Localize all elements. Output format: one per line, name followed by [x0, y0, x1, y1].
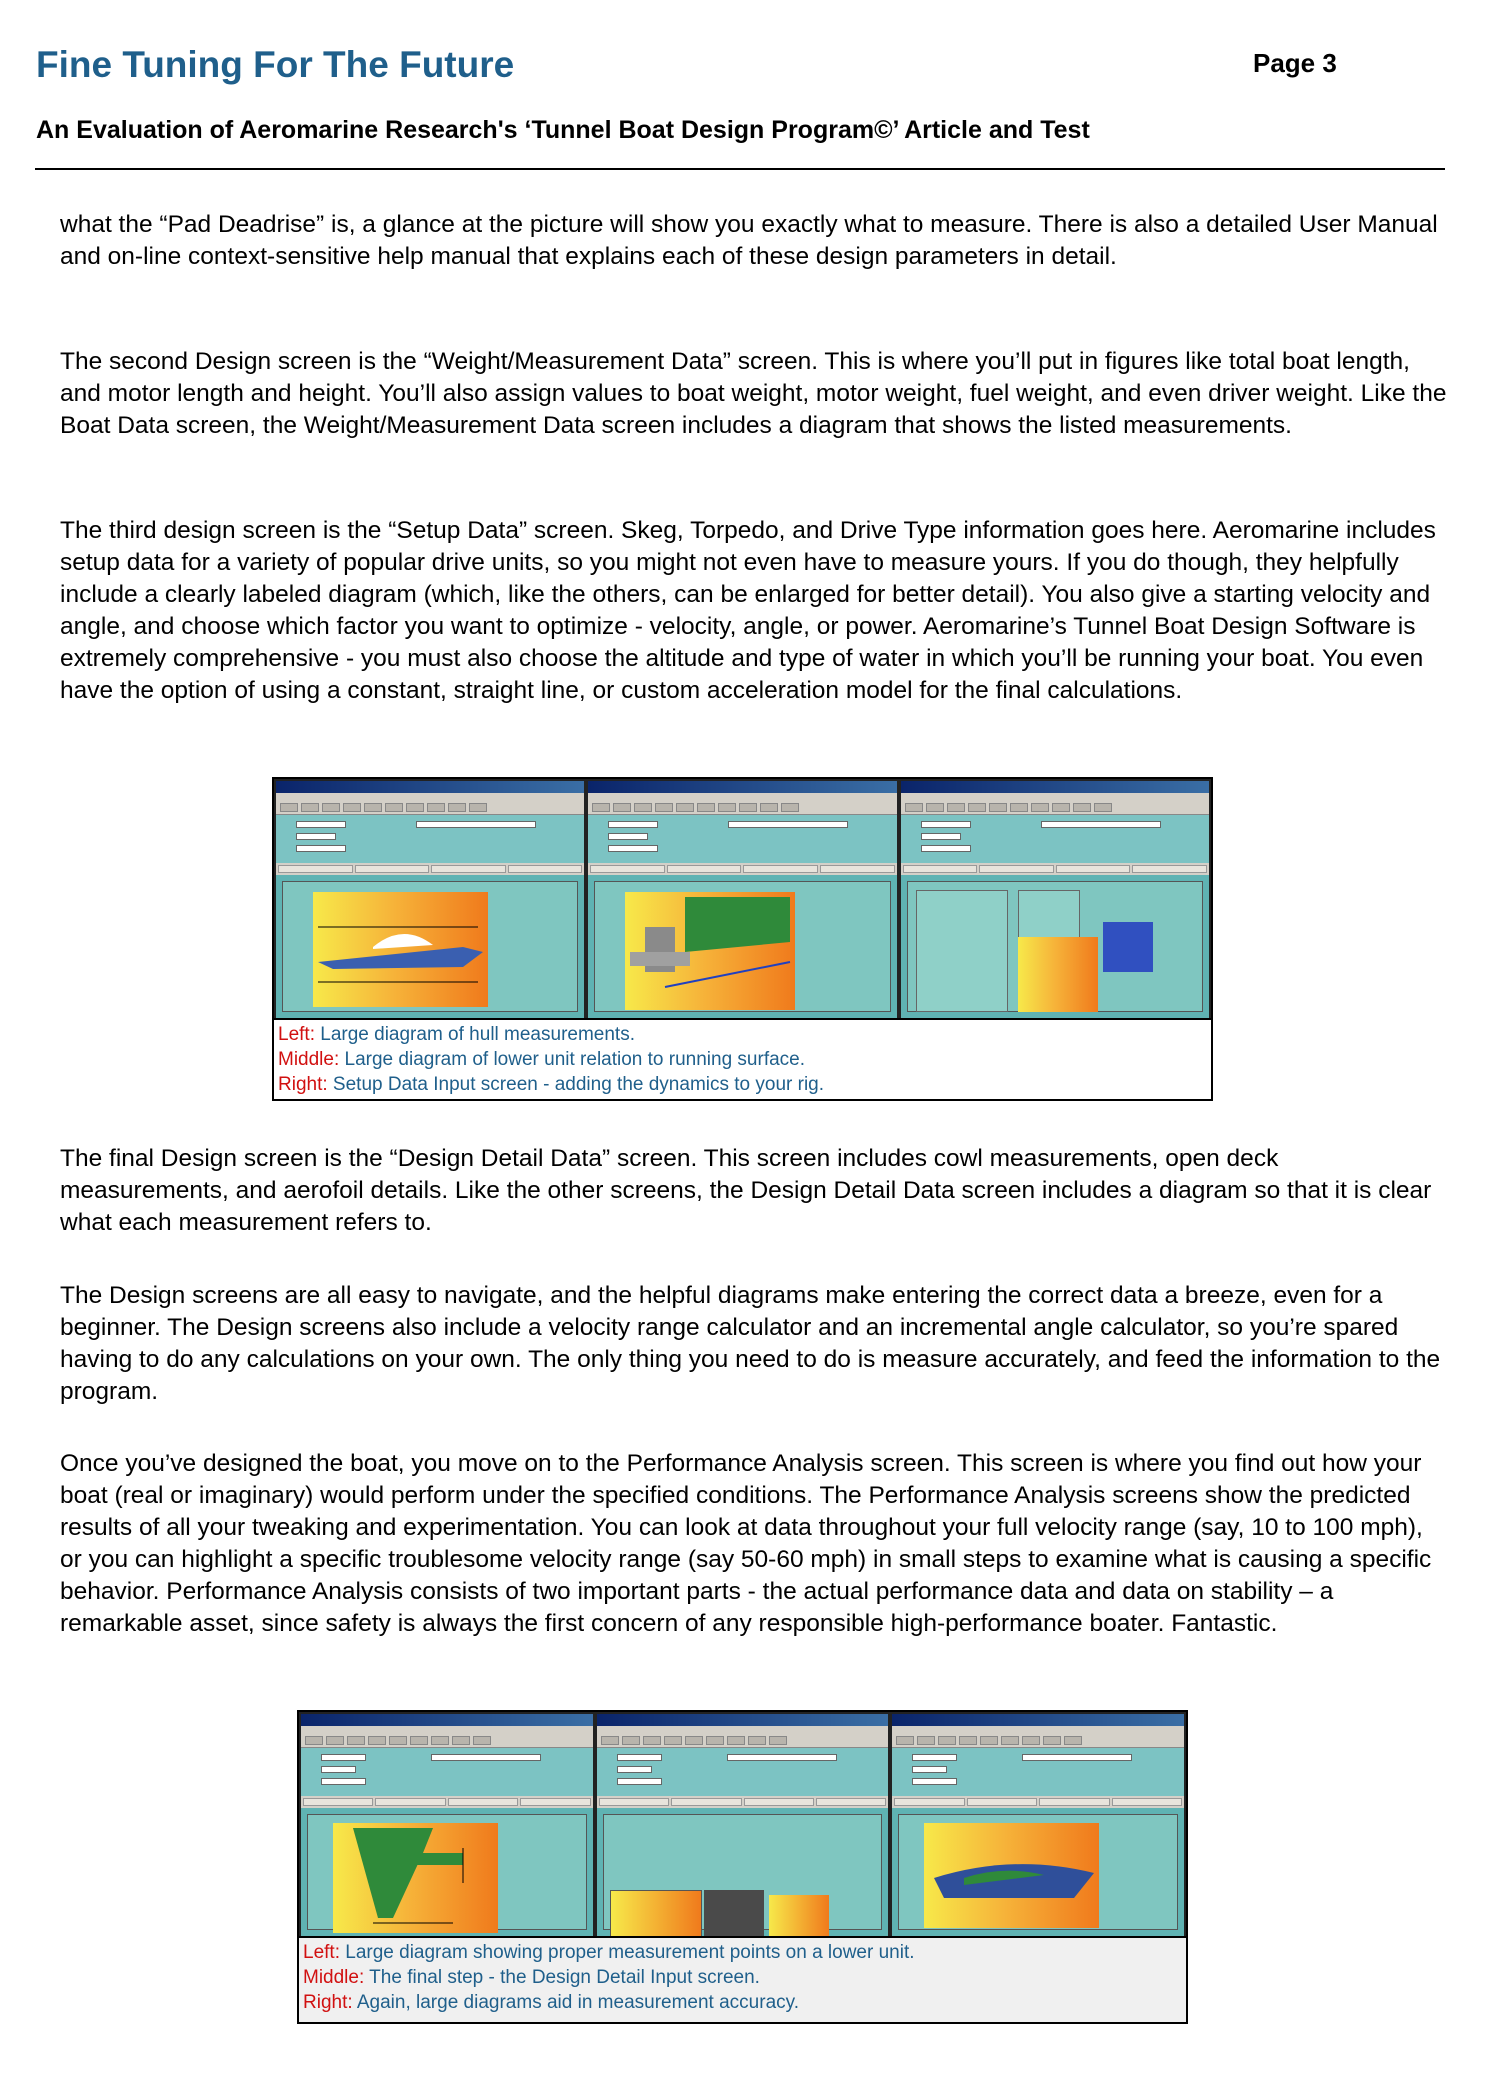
paragraph-4: The final Design screen is the “Design Detail Data” screen. This screen includes cowl measurements, open deck measurements, and aerofoil details. Like the other screens, the Design Detail Data screen includes a diagram so that it is clear what each measurement refers to. — [60, 1145, 1432, 1236]
caption-left: Left: Large diagram showing proper measurement points on a lower unit. — [303, 1942, 915, 1963]
paragraph-1: what the “Pad Deadrise” is, a glance at the picture will show you exactly what to measure. There is also a detailed User Manual and on-line context-sensitive help manual that explains each of these design parameters in detail. — [60, 211, 1438, 270]
paragraph-3: The third design screen is the “Setup Data” screen. Skeg, Torpedo, and Drive Type information goes here. Aeromarine includes setup data for a variety of popular drive units, so you might not even have to measure yours. If you do though, they helpfully include a clearly labeled diagram (which, like the others, can be enlarged for better detail). You also give a starting velocity and angle, and choose which factor you want to optimize - velocity, angle, or power. Aeromarine’s Tunnel Boat Design Software is extremely comprehensive - you must also choose the altitude and type of water in which you’ll be running your boat. You even have the option of using a constant, straight line, or custom acceleration model for the final calculations. — [60, 517, 1436, 704]
skeg-torpedo-diagram — [333, 1823, 498, 1933]
caption-right: Right: Setup Data Input screen - adding the dynamics to your rig. — [278, 1074, 825, 1095]
cowl-diagram — [924, 1823, 1099, 1928]
screenshot-lower-unit-measurement — [299, 1712, 595, 1940]
screenshot-cowl-diagram — [890, 1712, 1186, 1940]
paragraph-5: The Design screens are all easy to navigate, and the helpful diagrams make entering the correct data a breeze, even for a beginner. The Design screens also include a velocity range calculator and an incremental angle calculator, so you’re spared having to do any calculations on your own. The only thing you need to do is measure accurately, and feed the information to the program. — [60, 1282, 1441, 1405]
figure-1-caption — [274, 1018, 1211, 1099]
hull-diagram — [313, 907, 488, 997]
paragraph-2: The second Design screen is the “Weight/Measurement Data” screen. This is where you’ll put in figures like total boat length, and motor length and height. You’ll also assign values to boat weight, motor weight, fuel weight, and even driver weight. Like the Boat Data screen, the Weight/Measurement Data screen includes a diagram that shows the listed measurements. — [60, 348, 1447, 439]
screenshot-strip — [274, 779, 1211, 1022]
lower-unit-diagram — [625, 892, 795, 1010]
figure-design-screens-1 — [272, 777, 1213, 1101]
screenshot-design-detail — [595, 1712, 891, 1940]
page-title: Fine Tuning For The Future — [36, 44, 515, 85]
caption-middle: Middle: Large diagram of lower unit relation to running surface. — [278, 1049, 806, 1070]
screenshot-strip — [299, 1712, 1186, 1940]
paragraph-6: Once you’ve designed the boat, you move on to the Performance Analysis screen. This screen is where you find out how your boat (real or imaginary) would perform under the specified conditions. The Performance Analysis screens show the predicted results of all your tweaking and experimentation. You can look at data throughout your full velocity range (say, 10 to 100 mph), or you can highlight a specific troublesome velocity range (say 50-60 mph) in small steps to examine what is causing a specific behavior. Performance Analysis consists of two important parts - the actual performance data and data on stability – a remarkable asset, since safety is always the first concern of any responsible high-performance boater. Fantastic. — [60, 1450, 1432, 1637]
page-number: Page 3 — [1253, 48, 1337, 78]
screenshot-lower-unit — [586, 779, 898, 1022]
figure-design-screens-2 — [297, 1710, 1188, 2024]
caption-left: Left: Large diagram of hull measurements. — [278, 1024, 635, 1045]
screenshot-setup-data — [899, 779, 1211, 1022]
article-subtitle: An Evaluation of Aeromarine Research's ‘Tunnel Boat Design Program©’ Article and Test — [36, 116, 1090, 144]
figure-2-caption — [299, 1936, 1186, 2022]
caption-middle: Middle: The final step - the Design Detail Input screen. — [303, 1967, 760, 1988]
caption-right: Right: Again, large diagrams aid in measurement accuracy. — [303, 1992, 800, 2013]
header-divider — [35, 168, 1445, 170]
screenshot-weight-measurement — [274, 779, 586, 1022]
